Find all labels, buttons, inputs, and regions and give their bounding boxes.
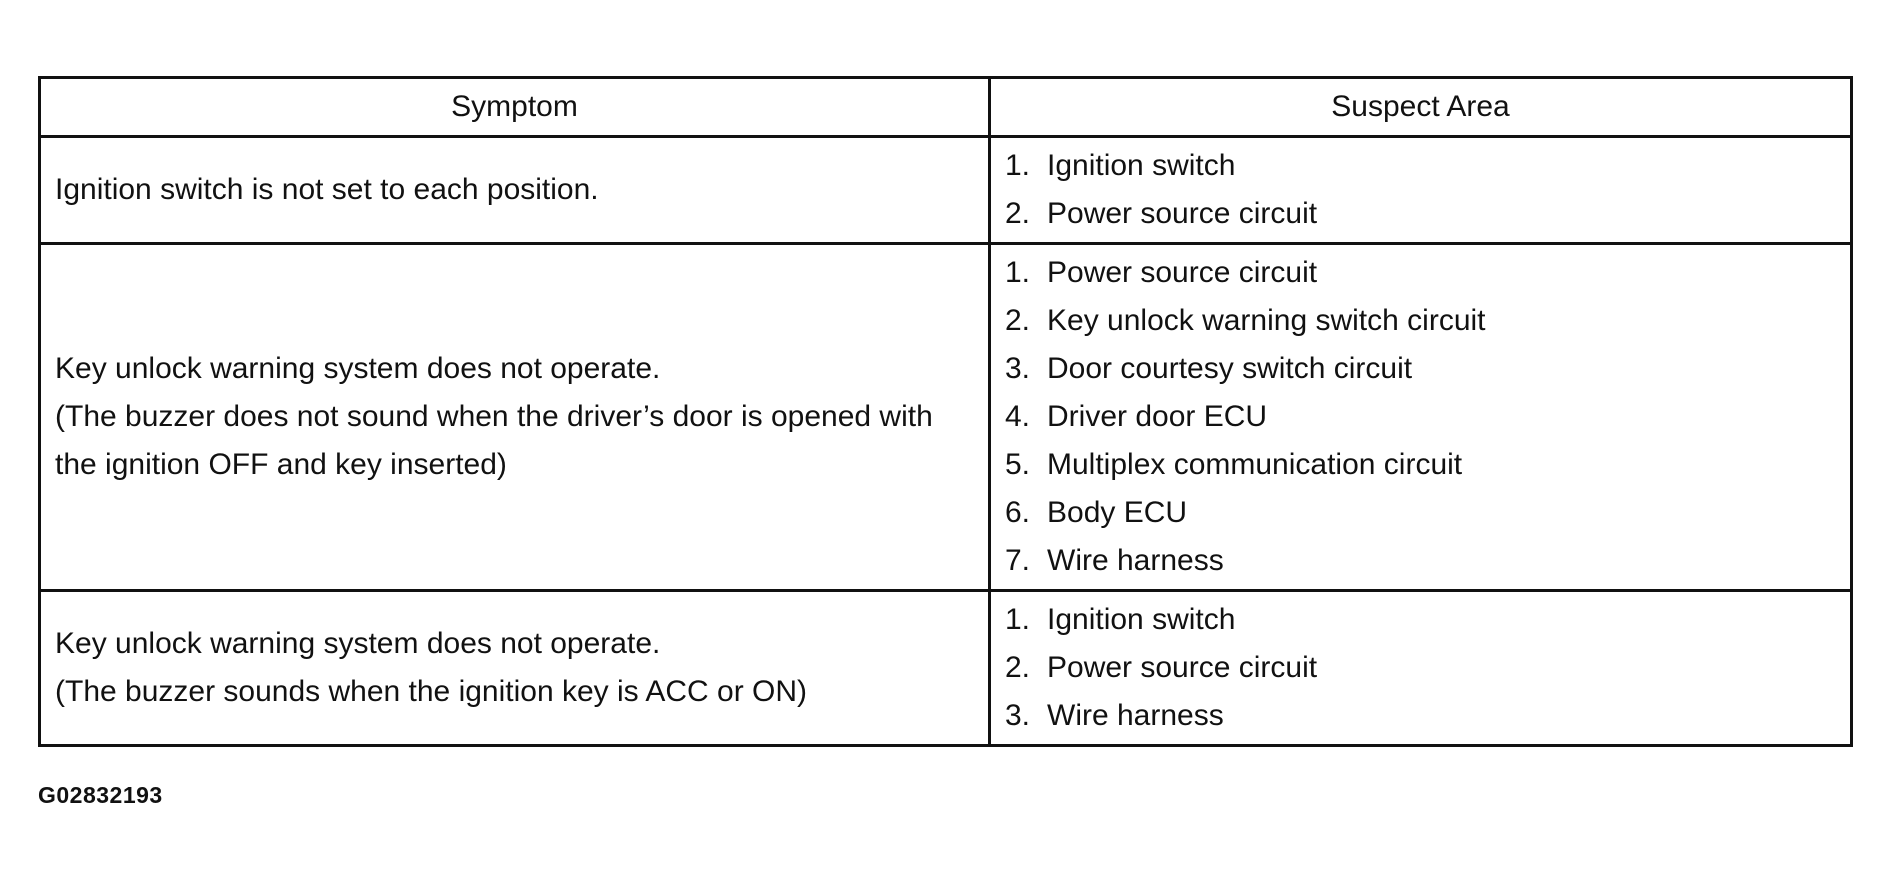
suspect-list: [1005, 142, 1836, 238]
suspect-item: [1005, 644, 1836, 692]
symptom-cell: [40, 591, 990, 746]
symptom-header: Symptom: [40, 78, 990, 137]
suspect-text: Ignition switch: [1047, 149, 1236, 182]
symptom-text: (The buzzer sounds when the ignition key is ACC or ON): [55, 675, 808, 708]
suspect-text: Power source circuit: [1047, 651, 1318, 684]
suspect-area-cell: [990, 137, 1852, 244]
suspect-item: [1005, 692, 1836, 740]
symptom-text: Ignition switch is not set to each position.: [55, 173, 599, 206]
suspect-number: 3.: [1005, 699, 1031, 732]
table-row: [40, 137, 1852, 244]
suspect-area-header: Suspect Area: [990, 78, 1852, 137]
suspect-item: [1005, 596, 1836, 644]
suspect-number: 1.: [1005, 149, 1031, 182]
suspect-area-cell: [990, 244, 1852, 591]
suspect-text: Key unlock warning switch circuit: [1047, 304, 1486, 337]
suspect-number: 3.: [1005, 352, 1031, 385]
suspect-item: [1005, 345, 1836, 393]
suspect-list: [1005, 249, 1836, 585]
suspect-item: [1005, 190, 1836, 238]
suspect-number: 1.: [1005, 603, 1031, 636]
suspect-text: Power source circuit: [1047, 197, 1318, 230]
symptom-text: Key unlock warning system does not operate.: [55, 627, 661, 660]
suspect-number: 2.: [1005, 304, 1031, 337]
suspect-item: [1005, 142, 1836, 190]
suspect-item: [1005, 249, 1836, 297]
table-row: [40, 244, 1852, 591]
suspect-text: Power source circuit: [1047, 256, 1318, 289]
suspect-number: 1.: [1005, 256, 1031, 289]
suspect-text: Body ECU: [1047, 496, 1188, 529]
suspect-number: 5.: [1005, 448, 1031, 481]
suspect-list: [1005, 596, 1836, 740]
suspect-item: [1005, 489, 1836, 537]
suspect-number: 6.: [1005, 496, 1031, 529]
symptom-cell: [40, 244, 990, 591]
troubleshooting-sheet: [38, 76, 1850, 747]
suspect-text: Multiplex communication circuit: [1047, 448, 1463, 481]
header-row: [40, 78, 1852, 137]
suspect-text: Door courtesy switch circuit: [1047, 352, 1413, 385]
symptom-table: [38, 76, 1853, 747]
suspect-number: 7.: [1005, 544, 1031, 577]
suspect-item: [1005, 537, 1836, 585]
suspect-text: Wire harness: [1047, 544, 1224, 577]
symptom-cell: [40, 137, 990, 244]
suspect-text: Wire harness: [1047, 699, 1224, 732]
symptom-text: the ignition OFF and key inserted): [55, 448, 507, 481]
suspect-number: 2.: [1005, 651, 1031, 684]
suspect-text: Driver door ECU: [1047, 400, 1268, 433]
suspect-item: [1005, 441, 1836, 489]
figure-id: G02832193: [38, 782, 163, 808]
suspect-number: 2.: [1005, 197, 1031, 230]
suspect-item: [1005, 393, 1836, 441]
suspect-item: [1005, 297, 1836, 345]
table-row: [40, 591, 1852, 746]
suspect-area-cell: [990, 591, 1852, 746]
symptom-text: Key unlock warning system does not operate.: [55, 352, 661, 385]
symptom-text: (The buzzer does not sound when the driver’s door is opened with: [55, 400, 933, 433]
suspect-text: Ignition switch: [1047, 603, 1236, 636]
suspect-number: 4.: [1005, 400, 1031, 433]
